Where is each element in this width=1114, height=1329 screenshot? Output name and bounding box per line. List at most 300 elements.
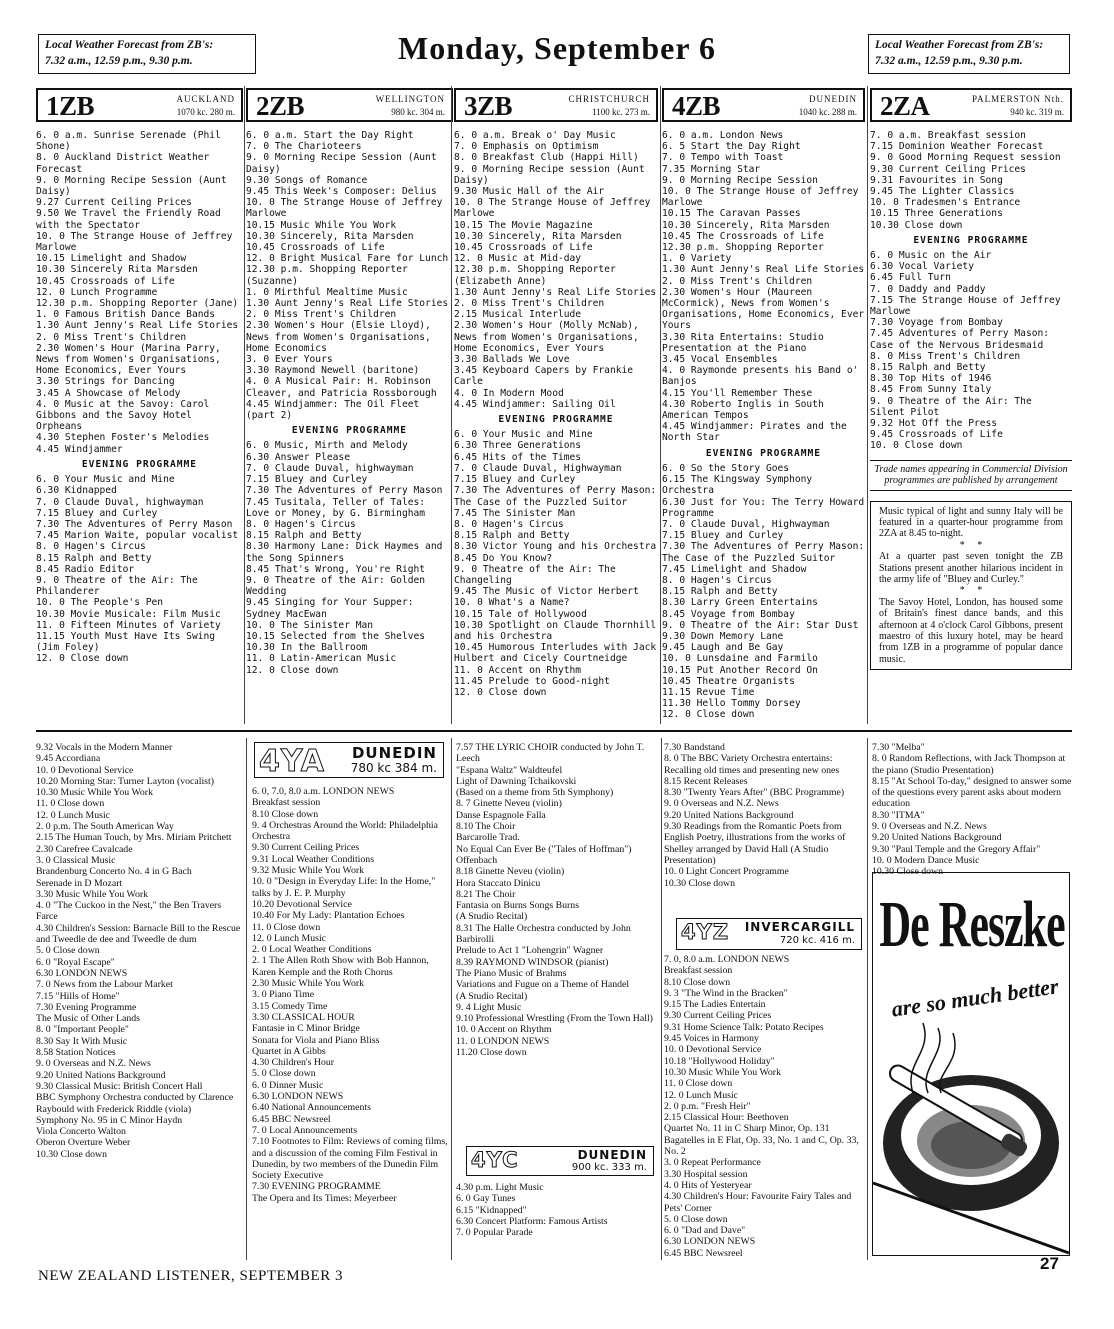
programme-item: 7.35 Morning Star bbox=[662, 163, 761, 175]
programme-item: 6.45 Hits of the Times bbox=[454, 451, 582, 463]
lower-column-5 bbox=[872, 742, 1072, 878]
programme-item: 2.30 Women's Hour (Molly McNab), News from Women's Organisations, Home Economics, Ever Yours bbox=[454, 320, 639, 354]
programme-item: 6.30 LONDON NEWS bbox=[252, 1091, 344, 1103]
programme-item: 10.40 For My Lady: Plantation Echoes bbox=[252, 910, 405, 922]
programme-item: (A Studio Recital) bbox=[456, 911, 528, 923]
programme-item: 7.30 "Melba" bbox=[872, 742, 925, 753]
programme-item: 8. 0 The BBC Variety Orchestra entertains: Recalling old times and presenting new ones bbox=[664, 753, 840, 776]
programme-item: 10.15 Three Generations bbox=[870, 208, 1003, 220]
column-4zb bbox=[662, 88, 865, 724]
programme-item: The Music of Other Lands bbox=[36, 1013, 140, 1025]
programme-item: 10.15 Selected from the Shelves bbox=[246, 630, 426, 642]
programme-item: 1.30 Aunt Jenny's Real Life Stories bbox=[454, 286, 657, 298]
programme-item: 9. 0 Morning Recipe session (Aunt Daisy) bbox=[454, 163, 645, 186]
programme-item: 8.10 Close down bbox=[252, 808, 319, 820]
programme-item: 1. 0 Variety bbox=[662, 253, 732, 265]
programme-item: 11.20 Close down bbox=[456, 1047, 527, 1059]
programme-item: 9. 0 Theatre of the Air: Star Dust bbox=[662, 619, 859, 631]
programme-item: 2.30 Music While You Work bbox=[252, 978, 365, 990]
programme-item: 6. 0 Your Music and Mine bbox=[36, 474, 175, 486]
programme-item: 8. 0 Auckland District Weather Forecast bbox=[36, 152, 210, 175]
programme-item: 10. 0 The Strange House of Jeffrey Marlowe bbox=[662, 186, 859, 209]
programme-item: 4. 0 Raymonde presents his Band o' Banjos bbox=[662, 365, 859, 388]
programme-item: 10. 0 "Design in Everyday Life: In the Home," talks by J. E. P. Murphy bbox=[252, 876, 436, 899]
column-divider bbox=[451, 738, 452, 1260]
programme-item: 9. 0 Good Morning Request session bbox=[870, 152, 1061, 164]
programme-item: 5. 0 Close down bbox=[664, 1213, 728, 1225]
programme-item: 10.18 "Hollywood Holiday" bbox=[664, 1055, 775, 1067]
programme-item: 8.45 Voyage from Bombay bbox=[662, 608, 795, 620]
programme-item: 9.30 Music Hall of the Air bbox=[454, 186, 605, 198]
programme-item: 10. 0 Devotional Service bbox=[664, 1044, 762, 1056]
programme-item: 10.45 Theatre Organists bbox=[662, 675, 795, 687]
programme-item: 6. 5 Start the Day Right bbox=[662, 141, 801, 153]
station-call: 4YZ bbox=[681, 920, 730, 944]
programme-item: 6.30 Vocal Variety bbox=[870, 261, 974, 273]
station-header-4yz bbox=[676, 918, 862, 950]
programme-item: 9.30 Classical Music: British Concert Hall bbox=[36, 1080, 203, 1092]
programme-item: 3. 0 Repeat Performance bbox=[664, 1157, 761, 1169]
programme-item: 11.30 Hello Tommy Dorsey bbox=[662, 698, 801, 710]
programme-item: 7.30 The Adventures of Perry Mason bbox=[246, 485, 443, 497]
programme-item: 9.45 The Music of Victor Herbert bbox=[454, 586, 639, 598]
station-name: DUNEDIN bbox=[577, 1148, 647, 1162]
lower-column-3b bbox=[456, 1182, 660, 1260]
programme-item: Serenade in D Mozart bbox=[36, 877, 123, 889]
programme-item: 11. 0 Close down bbox=[36, 798, 105, 810]
programme-item: Prelude to Act 1 "Lohengrin" Wagner bbox=[456, 945, 604, 957]
programme-item: 7. 0 Tempo with Toast bbox=[662, 152, 784, 164]
programme-item: 6.30 LONDON NEWS bbox=[664, 1236, 756, 1248]
programme-item: 10.30 Close down bbox=[870, 219, 963, 231]
programme-item: 9.10 Professional Wrestling (From the Town Hall) bbox=[456, 1013, 653, 1025]
programme-item: 10.30 Sincerely, Rita Marsden bbox=[454, 230, 622, 242]
programme-item: 4.30 Children's Hour: Favourite Fairy Tales and Pets' Corner bbox=[664, 1191, 852, 1214]
programme-item: 8.15 Ralph and Betty bbox=[662, 586, 778, 598]
programme-item: 10.45 Crossroads of Life bbox=[454, 242, 593, 254]
programme-item: 8. 0 Miss Trent's Children bbox=[870, 350, 1021, 362]
column-2za bbox=[870, 88, 1072, 724]
programme-item: 10. 0 The Strange House of Jeffrey Marlowe bbox=[454, 197, 651, 220]
programme-item: Variations and Fugue on a Theme of Handel bbox=[456, 979, 630, 991]
programme-item: 8.30 Top Hits of 1946 bbox=[870, 373, 992, 385]
programme-item: 8. 0 "Important People" bbox=[36, 1024, 129, 1036]
programme-item: Bagatelles in E Flat, Op. 33, No. 1 and C, Op. 33, No. 2 bbox=[664, 1134, 859, 1158]
column-divider bbox=[246, 738, 247, 1260]
programme-item: 6.40 National Announcements bbox=[252, 1102, 371, 1114]
programme-item: 3. 0 Classical Music bbox=[36, 854, 116, 866]
programme-item: 8.30 Say It With Music bbox=[36, 1035, 128, 1047]
programme-item: 12. 0 Lunch Music bbox=[252, 932, 327, 944]
programme-item: 7. 0 Popular Parade bbox=[456, 1227, 533, 1239]
station-header-2zb bbox=[246, 88, 453, 122]
programme-item: 10. 0 Devotional Service bbox=[36, 764, 134, 776]
programme-item: 4.30 p.m. Light Music bbox=[456, 1182, 544, 1193]
programme-item: 9.30 Down Memory Lane bbox=[662, 630, 784, 642]
programme-item: 8.30 "ITMA" bbox=[872, 809, 925, 821]
programme-item: 4.30 Stephen Foster's Melodies bbox=[36, 432, 210, 444]
lower-column-4 bbox=[664, 742, 864, 912]
programme-item: 3.45 A Showcase of Melody bbox=[36, 387, 181, 399]
programme-item: 8.45 Radio Editor bbox=[36, 563, 135, 575]
programme-item: 6.30 Just for You: The Terry Howard Programme bbox=[662, 496, 865, 519]
programme-item: 8. 0 Random Reflections, with Jack Thompson at the piano (Studio Presentation) bbox=[872, 753, 1066, 776]
programme-item: 11.15 Youth Must Have Its Swing (Jim Foley) bbox=[36, 630, 216, 654]
programme-item: 9.45 Singing for Your Supper: Sydney MacEwan bbox=[246, 597, 414, 620]
lower-column-4b bbox=[664, 954, 864, 1260]
programme-item: 10.15 The Movie Magazine bbox=[454, 219, 593, 231]
programme-item: Fantasia on Burns Songs Burns bbox=[456, 900, 580, 912]
column-divider bbox=[867, 738, 868, 1260]
programme-item: 9.31 Local Weather Conditions bbox=[252, 853, 375, 865]
programme-item: "Espana Waltz" Waldteufel bbox=[456, 764, 563, 776]
programme-item: 7.30 The Adventures of Perry Mason bbox=[36, 518, 233, 530]
programme-item: 4. 0 A Musical Pair: H. Robinson Cleaver, and Patricia Rossborough bbox=[246, 376, 437, 399]
programme-item: 9.32 Music While You Work bbox=[252, 865, 365, 877]
programme-item: 6.30 Three Generations bbox=[454, 440, 582, 452]
programme-item: 7. 0 a.m. Breakfast session bbox=[870, 130, 1026, 141]
programme-item: 10. 0 The Strange House of Jeffrey Marlowe bbox=[36, 230, 233, 254]
programme-item: 3. 0 Ever Yours bbox=[246, 354, 333, 366]
column-divider bbox=[244, 86, 245, 724]
programme-item: 6. 0, 7.0, 8.0 a.m. LONDON NEWS bbox=[252, 786, 395, 797]
station-call: 4YC bbox=[471, 1148, 519, 1172]
programme-item: 8.21 The Choir bbox=[456, 888, 516, 900]
programme-item: 4.45 Windjammer: The Oil Fleet (part 2) bbox=[246, 398, 420, 422]
programme-item: 9. 0 Theatre of the Air: The Philanderer bbox=[36, 574, 198, 598]
station-city: DUNEDIN bbox=[809, 94, 857, 104]
programme-item: 12. 0 Lunch Music bbox=[36, 809, 111, 821]
programme-item: 9. 0 Theatre of the Air: The Silent Pilot bbox=[870, 395, 1032, 418]
programme-item: 7.15 The Strange House of Jeffrey Marlowe bbox=[870, 294, 1061, 318]
note-paragraph: The Savoy Hotel, London, has housed some of Britain's finest dance bands, and this afternoon at 4 o'clock Carol Gibbons, present maestro of this luxury hotel, may be heard from 1ZB in a programme of popular dance music. bbox=[879, 596, 1063, 665]
programme-item: 11.45 Prelude to Good-night bbox=[454, 675, 610, 687]
programme-item: 4. 0 Hits of Yesteryear bbox=[664, 1179, 752, 1191]
programme-item: 10.30 In the Ballroom bbox=[246, 642, 368, 654]
programme-item: 12.30 p.m. Shopping Reporter (Suzanne) bbox=[246, 264, 408, 287]
programme-item: 2.15 Classical Hour: Beethoven bbox=[664, 1112, 789, 1124]
programme-item: 6.30 LONDON NEWS bbox=[36, 967, 128, 979]
column-divider bbox=[451, 86, 452, 724]
programme-item: 3.30 Raymond Newell (baritone) bbox=[246, 365, 420, 377]
programme-item: 3.30 Rita Entertains: Studio Presentation at the Piano bbox=[662, 331, 824, 354]
programme-item: 7.57 THE LYRIC CHOIR conducted by John T. Leech bbox=[456, 742, 645, 765]
programme-item: Hora Staccato Dinicu bbox=[456, 877, 541, 889]
programme-item: 6. 0 "Royal Escape" bbox=[36, 956, 115, 968]
programme-item: 9.31 Favourites in Song bbox=[870, 174, 1003, 186]
programme-item: 9. 0 Overseas and N.Z. News bbox=[36, 1058, 151, 1070]
programme-item: 2.30 Carefree Cavalcade bbox=[36, 843, 133, 855]
programme-item: 9.20 United Nations Background bbox=[664, 809, 794, 821]
station-city: CHRISTCHURCH bbox=[568, 94, 650, 104]
programme-item: 7. 0 Claude Duval, Highwayman bbox=[662, 518, 830, 530]
programme-item: 8.30 Larry Green Entertains bbox=[662, 597, 818, 609]
programme-item: 6. 0 Music on the Air bbox=[870, 250, 992, 262]
publication-footer: NEW ZEALAND LISTENER, SEPTEMBER 3 bbox=[38, 1268, 343, 1284]
column-divider bbox=[661, 738, 662, 1260]
weather-forecast-right bbox=[868, 34, 1070, 74]
page-number: 27 bbox=[1040, 1254, 1059, 1273]
programme-item: 7.15 Bluey and Curley bbox=[662, 530, 784, 542]
station-call: 2ZA bbox=[880, 91, 930, 121]
programme-item: 2.15 The Human Touch, by Mrs. Miriam Pritchett bbox=[36, 832, 232, 844]
programme-item: 8. 0 Hagen's Circus bbox=[454, 518, 564, 530]
programme-item: 4. 0 Music at the Savoy: Carol Gibbons and the Savoy Hotel Orpheans bbox=[36, 398, 210, 433]
programme-item: 9.32 Vocals in the Modern Manner bbox=[36, 742, 173, 753]
station-name: INVERCARGILL bbox=[744, 920, 855, 934]
station-header-2za bbox=[870, 88, 1072, 122]
note-paragraph: At a quarter past seven tonight the ZB Stations present another hilarious incident in the army life of "Bluey and Curley." bbox=[879, 551, 1063, 585]
programme-item: 3.45 Vocal Ensembles bbox=[662, 354, 778, 366]
station-call: 2ZB bbox=[256, 91, 305, 121]
programme-item: 4.45 Windjammer bbox=[36, 443, 123, 455]
programme-item: BBC Symphony Orchestra conducted by Clarence Raybould with Frederick Riddle (viola) bbox=[36, 1092, 234, 1115]
programme-item: 6.45 Full Turn bbox=[870, 272, 951, 284]
programme-item: 10. 0 The People's Pen bbox=[36, 597, 164, 609]
programme-item: 8.30 Harmony Lane: Dick Haymes and the Song Spinners bbox=[246, 541, 443, 564]
programme-item: 2. 0 p.m. "Fresh Heir" bbox=[664, 1100, 751, 1112]
programme-item: 3.30 Music While You Work bbox=[36, 888, 149, 900]
programme-item: 8.15 Ralph and Betty bbox=[36, 552, 152, 564]
programme-item: No Equal Can Ever Be ("Tales of Hoffman") Offenbach bbox=[456, 843, 632, 866]
programme-item: 7.45 The Sinister Man bbox=[454, 507, 576, 519]
weather-line-2: 7.32 a.m., 12.59 p.m., 9.30 p.m. bbox=[875, 55, 1023, 67]
programme-item: 8. 0 Breakfast Club (Happi Hill) bbox=[454, 152, 639, 164]
programme-item: 12.30 p.m. Shopping Reporter bbox=[662, 242, 824, 254]
programme-item: 7.30 EVENING PROGRAMME bbox=[252, 1181, 381, 1193]
station-name: DUNEDIN bbox=[351, 744, 437, 762]
programme-item: 2.30 Women's Hour (Maureen McCormick), News from Women's Organisations, Home Economics, Ever Yours bbox=[662, 286, 865, 332]
programme-item: 4.15 You'll Remember These bbox=[662, 387, 813, 399]
programme-item: Quartet No. 11 in C Sharp Minor, Op. 131 bbox=[664, 1123, 830, 1135]
programme-item: 12. 0 Lunch Music bbox=[664, 1089, 739, 1101]
programme-item: Viola Concerto Walton bbox=[36, 1126, 126, 1138]
programme-item: 7.45 Marion Waite, popular vocalist bbox=[36, 530, 239, 542]
station-frequency: 1040 kc. 288 m. bbox=[798, 107, 857, 117]
de-reszke-advertisement bbox=[872, 872, 1070, 1256]
programme-item: 6.15 The Kingsway Symphony Orchestra bbox=[662, 474, 813, 497]
programme-item: 10.45 The Crossroads of Life bbox=[662, 230, 824, 242]
programme-item: 4. 0 "The Cuckoo in the Nest," the Ben Travers Farce bbox=[36, 900, 222, 923]
programme-item: 11. 0 LONDON NEWS bbox=[456, 1035, 550, 1047]
programme-item: 12. 0 Close down bbox=[246, 664, 339, 676]
programme-item: 10.15 Tale of Hollywood bbox=[454, 608, 587, 620]
programme-item: 9.50 We Travel the Friendly Road with the Spectator bbox=[36, 208, 221, 231]
programme-item: 10.30 Movie Musicale: Film Music bbox=[36, 608, 221, 620]
programme-item: 8.58 Station Notices bbox=[36, 1047, 116, 1059]
programme-item: 6.45 BBC Newsreel bbox=[664, 1247, 743, 1259]
programme-item: 3.30 Ballads We Love bbox=[454, 354, 570, 366]
programme-item: 7.15 Dominion Weather Forecast bbox=[870, 141, 1044, 153]
programme-item: 9.30 Readings from the Romantic Poets from English Poetry, illustrations from the works of Shelley arranged by David Hall (A Studio Presentation) bbox=[664, 821, 846, 866]
programme-item: 1.30 Aunt Jenny's Real Life Stories bbox=[246, 298, 449, 310]
programme-item: 7.30 Evening Programme bbox=[36, 1001, 137, 1013]
trade-names-note: Trade names appearing in Commercial Division programmes are published by arrangement bbox=[870, 460, 1072, 491]
programme-item: 7. 0 Claude Duval, highwayman bbox=[36, 496, 204, 508]
programme-item: 8.15 Recent Releases bbox=[664, 775, 748, 787]
programme-item: 10.45 Crossroads of Life bbox=[246, 242, 385, 254]
programme-item: 7.30 The Adventures of Perry Mason: The Case of the Puzzled Suitor bbox=[662, 541, 865, 564]
station-city: AUCKLAND bbox=[176, 94, 235, 104]
programme-item: 7. 0 Claude Duval, highwayman bbox=[246, 462, 414, 474]
programme-item: 7. 0 Daddy and Paddy bbox=[870, 283, 986, 295]
programme-item: 8.45 From Sunny Italy bbox=[870, 384, 992, 396]
weather-forecast-left bbox=[38, 34, 256, 74]
programme-item: 8.45 That's Wrong, You're Right bbox=[246, 563, 426, 575]
station-frequency: 940 kc. 319 m. bbox=[1010, 107, 1064, 117]
programme-item: 7. 0 The Charioteers bbox=[246, 141, 362, 153]
programme-item: 12.30 p.m. Shopping Reporter (Jane) bbox=[36, 298, 239, 310]
programme-item: 12. 0 Close down bbox=[36, 653, 129, 665]
section-divider bbox=[36, 730, 1072, 732]
ashtray-cigarette-illustration bbox=[873, 1023, 1069, 1253]
station-header-3zb bbox=[454, 88, 658, 122]
weather-line-2: 7.32 a.m., 12.59 p.m., 9.30 p.m. bbox=[45, 55, 193, 67]
programme-item: 3.30 Strings for Dancing bbox=[36, 376, 175, 388]
programme-item: 6.30 Concert Platform: Famous Artists bbox=[456, 1215, 608, 1227]
programme-item: Quartet in A Gibbs bbox=[252, 1045, 326, 1057]
station-frequency: 720 kc. 416 m. bbox=[779, 935, 855, 946]
programme-item: 4. 0 In Modern Mood bbox=[454, 387, 564, 399]
station-city: PALMERSTON Nth. bbox=[971, 94, 1064, 104]
programme-item: 2.15 Musical Interlude bbox=[454, 309, 582, 321]
column-1zb bbox=[36, 88, 243, 724]
programme-item: 9.30 "Paul Temple and the Gregory Affair" bbox=[872, 843, 1041, 855]
programme-item: 9. 0 Overseas and N.Z. News bbox=[872, 821, 987, 833]
programme-item: 10.30 Sincerely, Rita Marsden bbox=[246, 230, 414, 242]
programme-item: 4.45 Windjammer: Pirates and the North Star bbox=[662, 421, 847, 444]
programme-item: 6.15 "Kidnapped" bbox=[456, 1204, 527, 1216]
programme-item: 10.15 Limelight and Shadow bbox=[36, 253, 187, 265]
programme-item: 10.30 Music While You Work bbox=[664, 1066, 781, 1078]
programme-item: 9.20 United Nations Background bbox=[872, 832, 1002, 844]
programme-item: 10.15 Music While You Work bbox=[246, 219, 397, 231]
programme-item: 8.30 "Twenty Years After" (BBC Programme) bbox=[664, 787, 845, 799]
programme-item: 8.31 The Halle Orchestra conducted by John Barbirolli bbox=[456, 922, 631, 946]
ad-slogan: are so much better bbox=[889, 973, 1060, 1022]
programme-item: 10. 0 What's a Name? bbox=[454, 597, 570, 609]
programme-item: 2. 0 Miss Trent's Children bbox=[36, 331, 187, 343]
programme-item: (A Studio Recital) bbox=[456, 990, 528, 1002]
evening-programme-heading: EVENING PROGRAMME bbox=[81, 458, 198, 470]
programme-item: 10.30 Close down bbox=[664, 877, 736, 889]
programme-item: 6. 0 a.m. Start the Day Right bbox=[246, 130, 414, 141]
programme-item: 10.15 Put Another Record On bbox=[662, 664, 818, 676]
programme-item: 10. 0 Accent on Rhythm bbox=[456, 1024, 552, 1036]
programme-item: Barcarolle Trad. bbox=[456, 832, 520, 844]
programme-item: 4.30 Roberto Inglis in South American Tempos bbox=[662, 398, 824, 422]
programme-item: 8. 0 Hagen's Circus bbox=[662, 574, 772, 586]
programme-item: 7.15 "Hills of Home" bbox=[36, 990, 120, 1002]
programme-item: 2. 0 Miss Trent's Children bbox=[454, 298, 605, 310]
programme-item: 6. 0 a.m. London News bbox=[662, 130, 784, 141]
programme-item: 9. 0 Morning Recipe Session (Aunt Daisy) bbox=[36, 174, 227, 198]
programme-item: 8.30 Victor Young and his Orchestra bbox=[454, 541, 657, 553]
station-header-4ya bbox=[254, 742, 444, 778]
programme-item: 9.30 Current Ceiling Prices bbox=[870, 163, 1026, 175]
station-header-1zb bbox=[36, 88, 243, 122]
programme-item: 9.20 United Nations Background bbox=[36, 1069, 166, 1081]
programme-item: Symphony No. 95 in C Minor Haydn bbox=[36, 1114, 183, 1126]
programme-item: 7. 0 News from the Labour Market bbox=[36, 979, 173, 991]
programme-item: 7. 0, 8.0 a.m. LONDON NEWS bbox=[664, 954, 790, 965]
programme-item: 6. 0 Music, Mirth and Melody bbox=[246, 440, 408, 452]
programme-item: 7. 0 Local Announcements bbox=[252, 1124, 358, 1136]
programme-item: 1.30 Aunt Jenny's Real Life Stories bbox=[662, 264, 865, 276]
programme-item: 7.30 Bandstand bbox=[664, 742, 725, 753]
programme-item: 11. 0 Latin-American Music bbox=[246, 653, 397, 665]
programme-item: 7.45 Limelight and Shadow bbox=[662, 563, 807, 575]
programme-item: 12. 0 Bright Musical Fare for Lunch bbox=[246, 253, 449, 265]
programme-item: 12. 0 Close down bbox=[662, 709, 755, 721]
programme-item: 9.32 Hot Off the Press bbox=[870, 418, 998, 430]
programme-item: 9.30 Current Ceiling Prices bbox=[252, 842, 360, 854]
brand-name: De Reszke bbox=[879, 887, 1065, 961]
programme-item: 2. 0 Local Weather Conditions bbox=[252, 944, 372, 956]
programme-item: 11. 0 Close down bbox=[252, 921, 321, 933]
station-call: 4ZB bbox=[672, 91, 721, 121]
station-frequency: 1070 kc. 280 m. bbox=[176, 107, 235, 117]
programme-item: 9.45 Voices in Harmony bbox=[664, 1033, 759, 1045]
programme-item: 10. 0 The Strange House of Jeffrey Marlowe bbox=[246, 197, 443, 220]
column-divider bbox=[867, 86, 868, 724]
programme-item: Light of Dawning Tchaikovski bbox=[456, 775, 577, 787]
station-call: 1ZB bbox=[46, 91, 95, 121]
programme-item: 8.15 Ralph and Betty bbox=[870, 362, 986, 374]
programme-item: 8.10 Close down bbox=[664, 976, 731, 988]
programme-item: 10. 0 Tradesmen's Entrance bbox=[870, 197, 1021, 209]
programme-item: Danse Espagnole Falla bbox=[456, 809, 546, 821]
programme-item: 10.30 Sincerely Rita Marsden bbox=[36, 264, 198, 276]
programme-item: 9.27 Current Ceiling Prices bbox=[36, 197, 192, 209]
programme-item: 8.15 Ralph and Betty bbox=[246, 530, 362, 542]
station-city: WELLINGTON bbox=[375, 94, 445, 104]
programme-item: 11. 0 Fifteen Minutes of Variety bbox=[36, 619, 221, 631]
programme-item: Oberon Overture Weber bbox=[36, 1137, 131, 1149]
programme-item: 12. 0 Lunch Programme bbox=[36, 286, 158, 298]
programme-item: 3. 0 Piano Time bbox=[252, 989, 315, 1001]
programme-item: 9.45 Laugh and Be Gay bbox=[662, 642, 784, 654]
programme-item: The Opera and Its Times: Meyerbeer bbox=[252, 1192, 397, 1204]
evening-programme-heading: EVENING PROGRAMME bbox=[291, 425, 408, 437]
programme-item: 10.30 Close down bbox=[872, 866, 944, 878]
programme-item: 6.30 Kidnapped bbox=[36, 485, 117, 497]
programme-item: 6. 0 a.m. Break o' Day Music bbox=[454, 130, 616, 141]
programme-item: 7.45 Tusitala, Teller of Tales: Love or Money, by G. Birmingham bbox=[246, 496, 426, 519]
programme-item: 3.30 Hospital session bbox=[664, 1168, 748, 1180]
programme-item: 6. 0 "Dad and Dave" bbox=[664, 1225, 746, 1237]
programme-notes-box: Music typical of light and sunny Italy will be featured in a quarter-hour programme from 2ZA at 8.45 to-night. * * At a quarter past seven tonight the ZB Stations present another hilarious incident in the army life of "Bluey and Curley." * * The Savoy Hotel, London, has housed some of Britain's finest dance bands, and this afternoon at 4 o'clock Carol Gibbons, present maestro of this luxury hotel, may be heard from 1ZB in a programme of popular dance music. bbox=[870, 501, 1072, 671]
lower-column-2 bbox=[252, 786, 448, 1260]
programme-item: 10. 0 Lunsdaine and Farmilo bbox=[662, 653, 818, 665]
weather-line-1: Local Weather Forecast from ZB's: bbox=[875, 39, 1044, 51]
programme-item: 10.45 Humorous Interludes with Jack Hulbert and Cicely Courtneidge bbox=[454, 642, 657, 665]
programme-item: 7.15 Bluey and Curley bbox=[454, 474, 576, 486]
programme-item: 9. 4 Light Music bbox=[456, 1001, 522, 1013]
programme-item: 9. 4 Orchestras Around the World: Philadelphia Orchestra bbox=[252, 819, 438, 843]
programme-item: 4.30 Children's Hour bbox=[252, 1057, 335, 1069]
programme-item: 3.15 Comedy Time bbox=[252, 1000, 328, 1012]
programme-item: Fantasie in C Minor Bridge bbox=[252, 1023, 360, 1035]
programme-item: 8. 0 Hagen's Circus bbox=[246, 518, 356, 530]
programme-item: 11.15 Revue Time bbox=[662, 686, 755, 698]
programme-item: 7. 0 Emphasis on Optimism bbox=[454, 141, 599, 153]
programme-item: 8.39 RAYMOND WINDSOR (pianist) bbox=[456, 956, 609, 968]
programme-item: 9.45 Crossroads of Life bbox=[870, 429, 1003, 441]
programme-item: Brandenburg Concerto No. 4 in G Bach bbox=[36, 866, 192, 878]
programme-item: 7.45 Adventures of Perry Mason: Case of the Nervous Bridesmaid bbox=[870, 328, 1050, 351]
programme-item: 5. 0 Close down bbox=[36, 945, 100, 957]
